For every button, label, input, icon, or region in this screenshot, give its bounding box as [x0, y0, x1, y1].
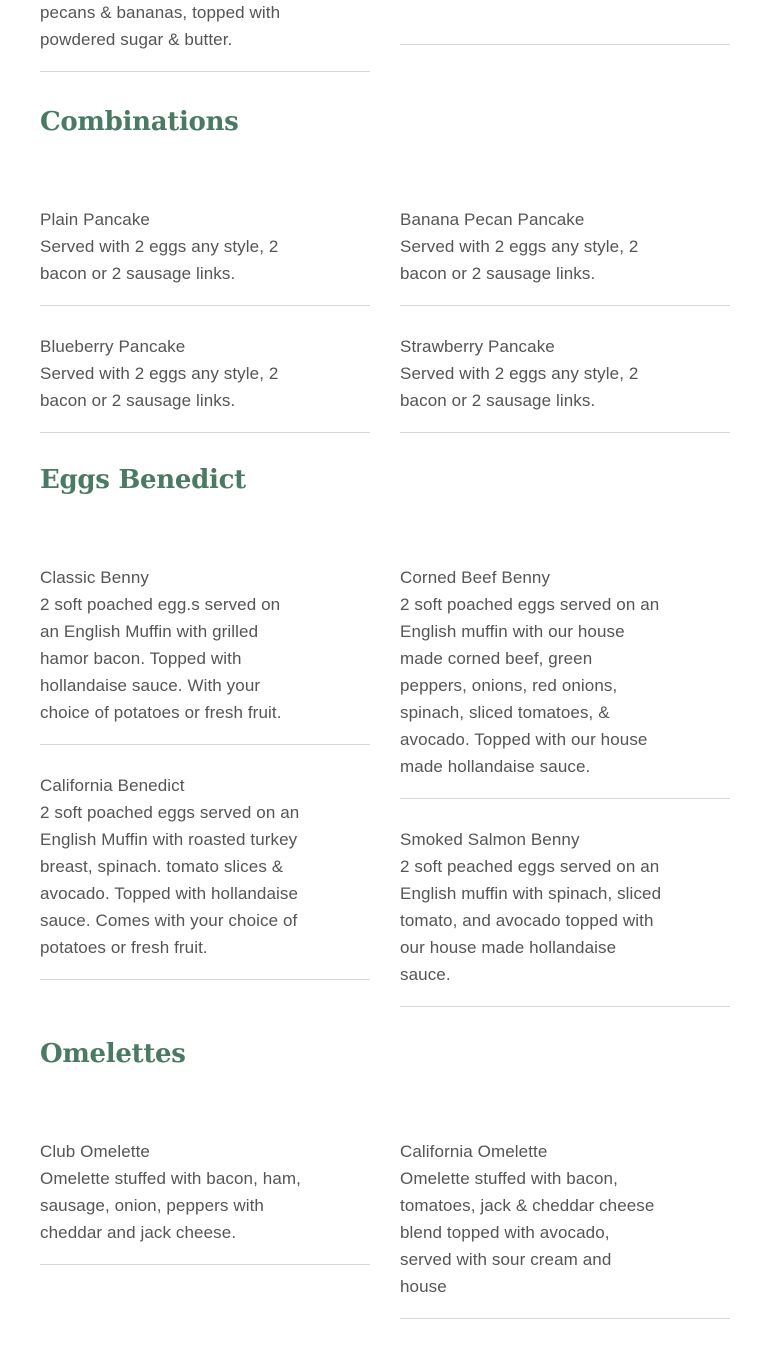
menu-column-left [40, 1138, 370, 1346]
menu-item-description: Served with 2 eggs any style, 2 bacon or 2 sausage links. [40, 237, 279, 283]
section-omelettes [0, 1138, 770, 1346]
menu-item [40, 1138, 370, 1265]
menu-item-name: California Omelette [400, 1142, 548, 1161]
menu-item [400, 206, 730, 306]
menu-item-description: pecans & bananas, topped with powdered sugar & butter. [40, 3, 281, 49]
menu-item-description: Served with 2 eggs any style, 2 bacon or 2 sausage links. [40, 364, 279, 410]
section-spacer [0, 500, 770, 564]
menu-item-name: Banana Pecan Pancake [400, 210, 585, 229]
section-spacer [0, 142, 770, 206]
menu-item-description: 2 soft poached eggs served on an English Muffin with roasted turkey breast, spinach. tomato slices & avocado. Topped with hollandaise sauce. Comes with your choice of potatoes or fresh fruit. [40, 803, 300, 957]
section-title-omelettes: Omelettes [40, 1039, 186, 1069]
menu-item-description: 2 soft poached eggs served on an English muffin with our house made corned beef, green peppers, onions, red onions, spinach, sliced tomatoes, & avocado. Topped with our house made hollandaise sauce. [400, 595, 660, 776]
menu-item [40, 333, 370, 433]
menu-column-right [400, 1138, 730, 1346]
menu-item-name: Plain Pancake [40, 210, 150, 229]
menu-item-description: 2 soft peached eggs served on an English muffin with spinach, sliced tomato, and avocado topped with our house made hollandaise sauce. [400, 857, 662, 984]
menu-item-name: Blueberry Pancake [40, 337, 186, 356]
menu-column-right [400, 564, 730, 1034]
menu-item-name: Corned Beef Benny [400, 568, 551, 587]
menu-item [400, 0, 730, 45]
menu-item-description: Omelette stuffed with bacon, ham, sausage, onion, peppers with cheddar and jack cheese. [40, 1169, 301, 1242]
menu-column-left [40, 564, 370, 1034]
section-title-eggs-benedict: Eggs Benedict [40, 465, 246, 495]
menu-item [400, 333, 730, 433]
menu-column-right [400, 0, 730, 102]
menu-item [40, 772, 370, 980]
menu-item-name: California Benedict [40, 776, 185, 795]
menu-item-name: Classic Benny [40, 568, 150, 587]
section-eggs-benedict [0, 564, 770, 1034]
menu-item [400, 564, 730, 799]
menu-column-right [400, 206, 730, 460]
menu-item [400, 1138, 730, 1319]
menu-item [40, 0, 370, 72]
menu-item-description: Served with 2 eggs any style, 2 bacon or 2 sausage links. [400, 237, 639, 283]
section-spacer [0, 1074, 770, 1138]
menu-item [400, 826, 730, 1007]
menu-item [40, 206, 370, 306]
menu-column-left [40, 0, 370, 102]
menu-item-name: Smoked Salmon Benny [400, 830, 580, 849]
menu-item-name: Strawberry Pancake [400, 337, 555, 356]
menu-item [40, 564, 370, 745]
partial-items-row [0, 0, 770, 102]
menu-item-description: 2 soft poached egg.s served on an English Muffin with grilled hamor bacon. Topped with hollandaise sauce. With your choice of potatoes or fresh fruit. [40, 595, 282, 722]
menu-column-left [40, 206, 370, 460]
menu-item-description: Served with 2 eggs any style, 2 bacon or 2 sausage links. [400, 364, 639, 410]
section-title-combinations: Combinations [40, 107, 239, 137]
menu-item-name: Club Omelette [40, 1142, 150, 1161]
menu-item-description: Omelette stuffed with bacon, tomatoes, jack & cheddar cheese blend topped with avocado, served with sour cream and house [400, 1169, 655, 1296]
section-combinations [0, 206, 770, 460]
